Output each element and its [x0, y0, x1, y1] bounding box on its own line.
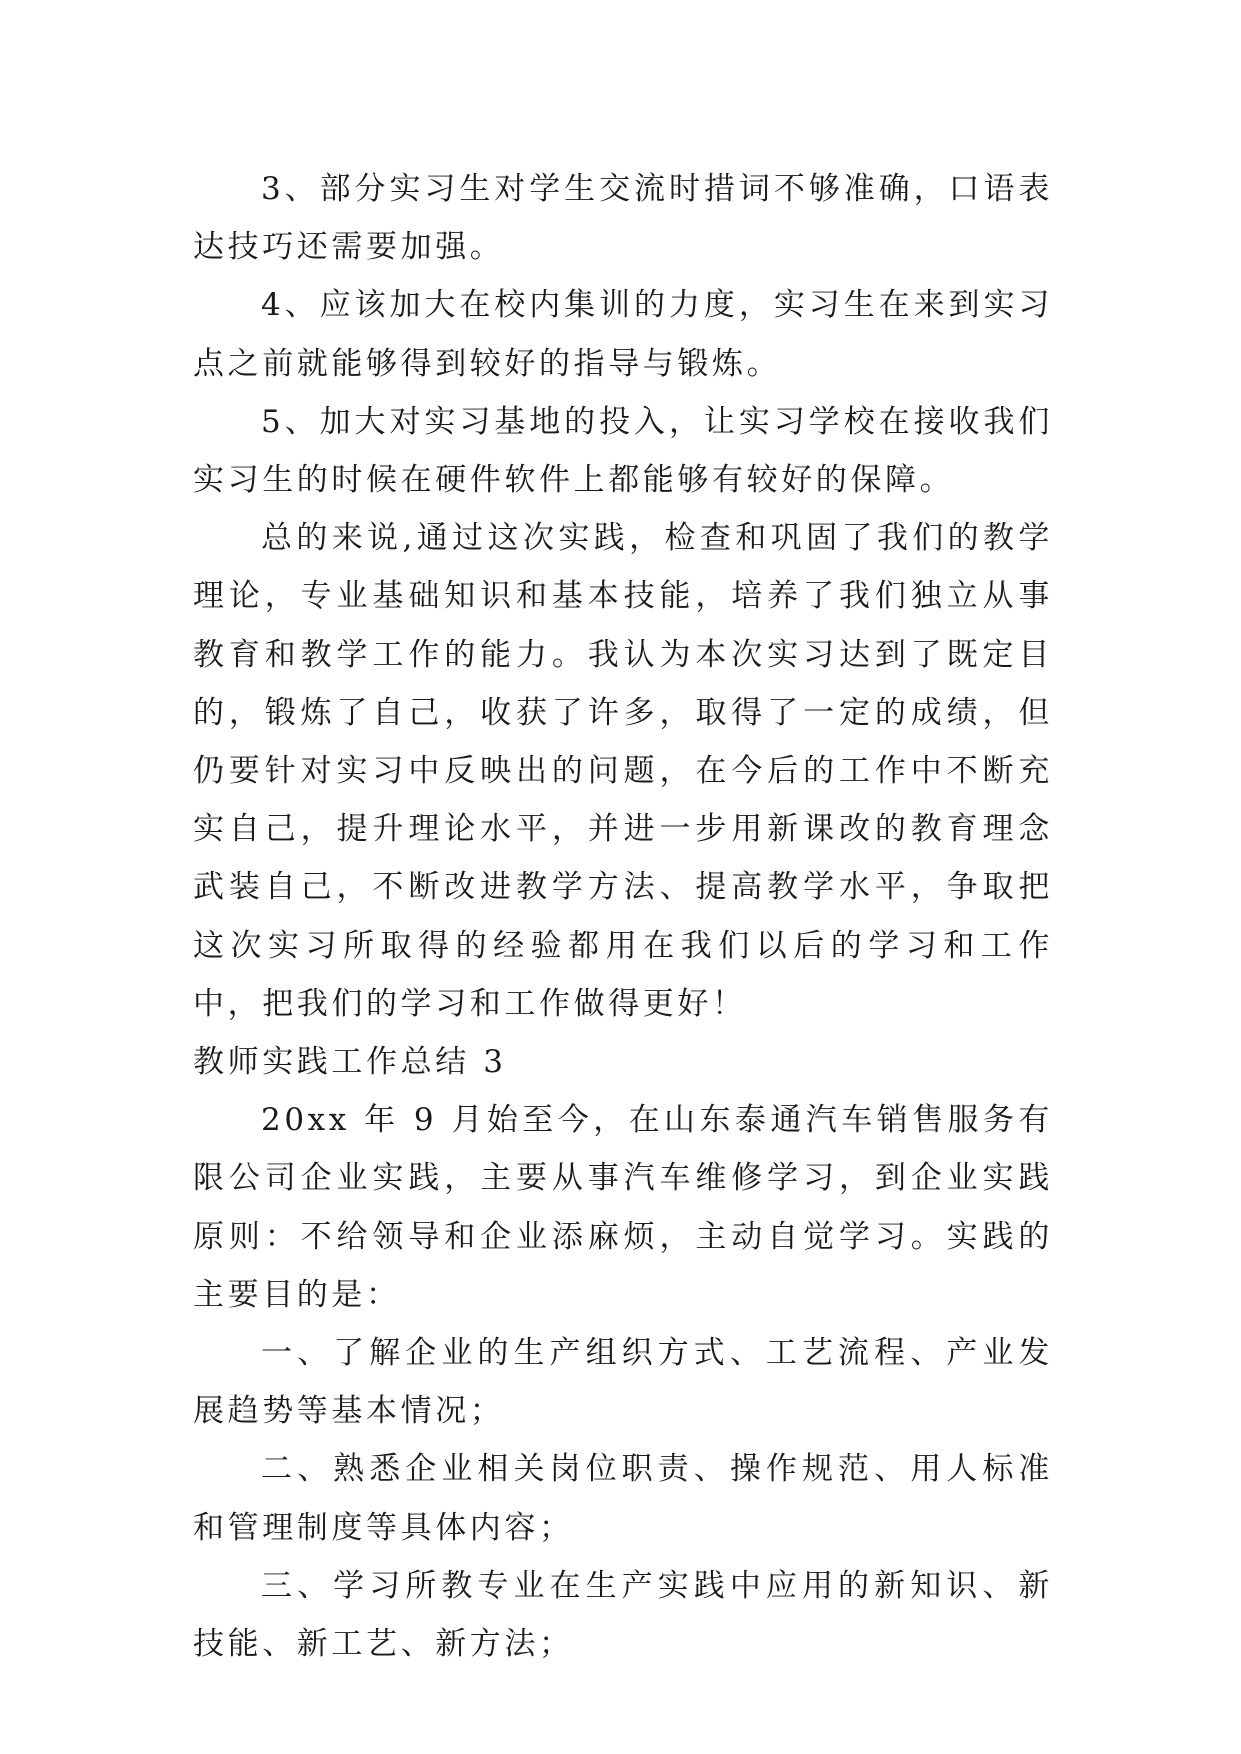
paragraph-item-4: 4、应该加大在校内集训的力度，实习生在来到实习点之前就能够得到较好的指导与锻炼。: [193, 287, 1053, 382]
goal-item-3: 三、学习所教专业在生产实践中应用的新知识、新技能、新工艺、新方法；: [193, 1567, 1053, 1663]
paragraph-item-5: 5、加大对实习基地的投入，让实习学校在接收我们实习生的时候在硬件软件上都能够有较好的保障。: [193, 403, 1053, 499]
intro-paragraph: 20xx 年 9 月始至今，在山东泰通汽车销售服务有限公司企业实践，主要从事汽车维修学习，到企业实践原则：不给领导和企业添麻烦，主动自觉学习。实践的主要目的是：: [193, 1102, 1053, 1313]
section-title: 教师实践工作总结 3: [193, 1044, 507, 1081]
paragraph-item-3: 3、部分实习生对学生交流时措词不够准确，口语表达技巧还需要加强。: [193, 171, 1053, 266]
summary-paragraph: 总的来说,通过这次实践，检查和巩固了我们的教学理论，专业基础知识和基本技能，培养了我们独立从事教育和教学工作的能力。我认为本次实习达到了既定目的，锻炼了自己，收获了许多，取得了一定的成绩，但仍要针对实习中反映出的问题，在今后的工作中不断充实自己，提升理论水平，并进一步用新课改的教育理念武装自己，不断改进教学方法、提高教学水平，争取把这次实习所取得的经验都用在我们以后的学习和工作中，把我们的学习和工作做得更好！: [193, 520, 1053, 1022]
goal-item-1: 一、了解企业的生产组织方式、工艺流程、产业发展趋势等基本情况；: [193, 1335, 1053, 1430]
goal-item-2: 二、熟悉企业相关岗位职责、操作规范、用人标准和管理制度等具体内容；: [193, 1451, 1053, 1546]
document-body: [193, 160, 1053, 1673]
